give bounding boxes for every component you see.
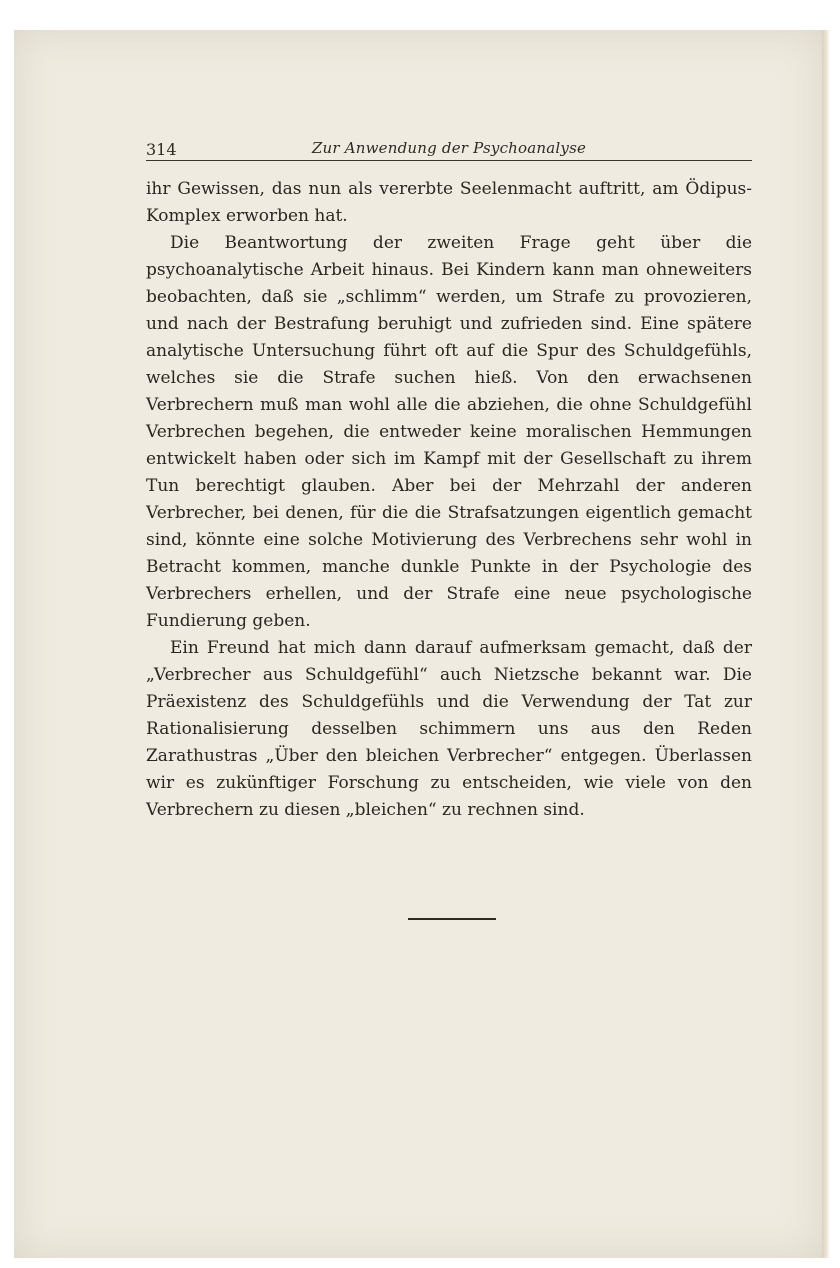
running-title: Zur Anwendung der Psychoanalyse xyxy=(311,139,587,157)
paragraph-1: ihr Gewissen, das nun als vererbte Seelenmacht auftritt, am Ödipus-Komplex erworben hat. xyxy=(146,179,752,226)
page-edge xyxy=(822,30,830,1258)
page-number: 314 xyxy=(146,140,177,159)
paragraph-3: Ein Freund hat mich dann darauf aufmerksam gemacht, daß der „Verbrecher aus Schuldgefühl“ auch Nietzsche bekannt war. Die Präexistenz des Schuldgefühls und die Verwendung der Tat zur Rationalisierung desselben schimmern uns aus den Reden Zarathustras „Über den bleichen Verbrecher“ entgegen. Überlassen wir es zukünftiger Forschung zu entscheiden, wie viele von den Verbrechern zu diesen „bleichen“ zu rechnen sind. xyxy=(146,638,752,820)
section-end-rule xyxy=(408,918,496,920)
paragraph-2: Die Beantwortung der zweiten Frage geht über die psychoanalytische Arbeit hinaus. Bei Kindern kann man ohneweiters beobachten, daß sie „schlimm“ werden, um Strafe zu provozieren, und nach der Bestrafung beruhigt und zufrieden sind. Eine spätere analytische Untersuchung führt oft auf die Spur des Schuldgefühls, welches sie die Strafe suchen hieß. Von den erwachsenen Verbrechern muß man wohl alle die abziehen, die ohne Schuldgefühl Verbrechen begehen, die entweder keine moralischen Hemmungen entwickelt haben oder sich im Kampf mit der Gesellschaft zu ihrem Tun berechtigt glauben. Aber bei der Mehrzahl der anderen Verbrecher, bei denen, für die die Strafsatzungen eigentlich gemacht sind, könnte eine solche Motivierung des Verbrechens sehr wohl in Betracht kommen, manche dunkle Punkte in der Psychologie des Verbrechers erhellen, und der Strafe eine neue psychologische Fundierung geben. xyxy=(146,233,752,631)
page-header xyxy=(146,138,752,160)
header-rule xyxy=(146,160,752,161)
body-text xyxy=(146,176,752,824)
